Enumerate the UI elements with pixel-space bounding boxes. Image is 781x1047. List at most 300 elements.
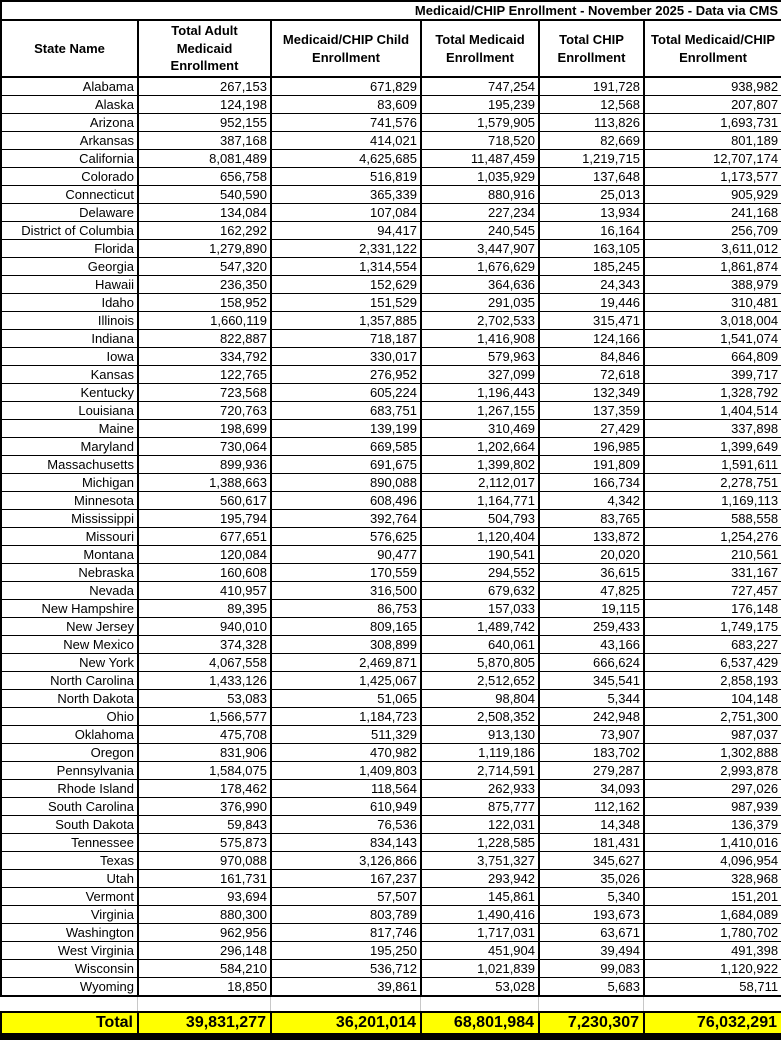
value-cell: 365,339 <box>271 186 421 204</box>
table-row <box>1 294 781 312</box>
value-cell: 1,693,731 <box>644 114 781 132</box>
state-cell: Montana <box>1 546 138 564</box>
table-row <box>1 636 781 654</box>
value-cell: 316,500 <box>271 582 421 600</box>
value-cell: 1,591,611 <box>644 456 781 474</box>
value-cell: 747,254 <box>421 77 539 96</box>
value-cell: 880,916 <box>421 186 539 204</box>
value-cell: 1,399,802 <box>421 456 539 474</box>
value-cell: 2,993,878 <box>644 762 781 780</box>
state-cell: North Carolina <box>1 672 138 690</box>
bottom-border-bar <box>0 1035 781 1040</box>
value-cell: 124,198 <box>138 96 271 114</box>
value-cell: 4,342 <box>539 492 644 510</box>
value-cell: 1,490,416 <box>421 906 539 924</box>
column-header-0: State Name <box>1 20 138 77</box>
state-cell: Wyoming <box>1 978 138 997</box>
value-cell: 63,671 <box>539 924 644 942</box>
value-cell: 20,020 <box>539 546 644 564</box>
value-cell: 938,982 <box>644 77 781 96</box>
table-row <box>1 438 781 456</box>
table-row <box>1 366 781 384</box>
state-cell: New Hampshire <box>1 600 138 618</box>
value-cell: 170,559 <box>271 564 421 582</box>
state-cell: Arkansas <box>1 132 138 150</box>
value-cell: 1,202,664 <box>421 438 539 456</box>
value-cell: 831,906 <box>138 744 271 762</box>
value-cell: 364,636 <box>421 276 539 294</box>
totals-value-cell: 68,801,984 <box>421 1012 539 1034</box>
value-cell: 1,425,067 <box>271 672 421 690</box>
value-cell: 294,552 <box>421 564 539 582</box>
value-cell: 1,410,016 <box>644 834 781 852</box>
value-cell: 107,084 <box>271 204 421 222</box>
value-cell: 196,985 <box>539 438 644 456</box>
totals-value-cell: 76,032,291 <box>644 1012 781 1034</box>
value-cell: 1,164,771 <box>421 492 539 510</box>
value-cell: 193,673 <box>539 906 644 924</box>
value-cell: 2,112,017 <box>421 474 539 492</box>
column-header-2: Medicaid/CHIP Child Enrollment <box>271 20 421 77</box>
table-row <box>1 240 781 258</box>
state-cell: South Carolina <box>1 798 138 816</box>
value-cell: 1,861,874 <box>644 258 781 276</box>
state-cell: California <box>1 150 138 168</box>
table-row <box>1 762 781 780</box>
value-cell: 58,711 <box>644 978 781 997</box>
value-cell: 1,780,702 <box>644 924 781 942</box>
value-cell: 86,753 <box>271 600 421 618</box>
table-row <box>1 420 781 438</box>
value-cell: 987,939 <box>644 798 781 816</box>
value-cell: 3,126,866 <box>271 852 421 870</box>
state-cell: Massachusetts <box>1 456 138 474</box>
value-cell: 315,471 <box>539 312 644 330</box>
table-row <box>1 204 781 222</box>
value-cell: 120,084 <box>138 546 271 564</box>
empty-cell <box>0 997 137 1011</box>
value-cell: 82,669 <box>539 132 644 150</box>
value-cell: 414,021 <box>271 132 421 150</box>
state-cell: Texas <box>1 852 138 870</box>
totals-table <box>0 1011 781 1035</box>
column-header-1: Total Adult Medicaid Enrollment <box>138 20 271 77</box>
value-cell: 683,227 <box>644 636 781 654</box>
value-cell: 741,576 <box>271 114 421 132</box>
value-cell: 579,963 <box>421 348 539 366</box>
state-cell: Mississippi <box>1 510 138 528</box>
value-cell: 1,196,443 <box>421 384 539 402</box>
value-cell: 516,819 <box>271 168 421 186</box>
value-cell: 331,167 <box>644 564 781 582</box>
value-cell: 132,349 <box>539 384 644 402</box>
table-row <box>1 780 781 798</box>
value-cell: 240,545 <box>421 222 539 240</box>
value-cell: 3,751,327 <box>421 852 539 870</box>
table-row <box>1 77 781 96</box>
value-cell: 195,250 <box>271 942 421 960</box>
empty-cell <box>643 997 781 1011</box>
state-cell: Nebraska <box>1 564 138 582</box>
value-cell: 5,683 <box>539 978 644 997</box>
value-cell: 1,267,155 <box>421 402 539 420</box>
value-cell: 3,611,012 <box>644 240 781 258</box>
state-cell: Delaware <box>1 204 138 222</box>
value-cell: 5,344 <box>539 690 644 708</box>
value-cell: 1,021,839 <box>421 960 539 978</box>
value-cell: 2,469,871 <box>271 654 421 672</box>
value-cell: 1,357,885 <box>271 312 421 330</box>
value-cell: 94,417 <box>271 222 421 240</box>
value-cell: 669,585 <box>271 438 421 456</box>
state-cell: Louisiana <box>1 402 138 420</box>
value-cell: 875,777 <box>421 798 539 816</box>
value-cell: 2,278,751 <box>644 474 781 492</box>
value-cell: 5,340 <box>539 888 644 906</box>
value-cell: 24,343 <box>539 276 644 294</box>
table-row <box>1 708 781 726</box>
value-cell: 4,067,558 <box>138 654 271 672</box>
table-row <box>1 618 781 636</box>
value-cell: 136,379 <box>644 816 781 834</box>
state-cell: Oregon <box>1 744 138 762</box>
value-cell: 1,279,890 <box>138 240 271 258</box>
value-cell: 76,536 <box>271 816 421 834</box>
totals-value-cell: 39,831,277 <box>138 1012 271 1034</box>
value-cell: 679,632 <box>421 582 539 600</box>
value-cell: 191,809 <box>539 456 644 474</box>
value-cell: 656,758 <box>138 168 271 186</box>
value-cell: 90,477 <box>271 546 421 564</box>
value-cell: 1,489,742 <box>421 618 539 636</box>
value-cell: 327,099 <box>421 366 539 384</box>
totals-value-cell: 36,201,014 <box>271 1012 421 1034</box>
value-cell: 163,105 <box>539 240 644 258</box>
table-row <box>1 906 781 924</box>
value-cell: 72,618 <box>539 366 644 384</box>
value-cell: 899,936 <box>138 456 271 474</box>
value-cell: 99,083 <box>539 960 644 978</box>
value-cell: 256,709 <box>644 222 781 240</box>
state-cell: Colorado <box>1 168 138 186</box>
value-cell: 328,968 <box>644 870 781 888</box>
value-cell: 8,081,489 <box>138 150 271 168</box>
value-cell: 134,084 <box>138 204 271 222</box>
value-cell: 345,541 <box>539 672 644 690</box>
value-cell: 3,018,004 <box>644 312 781 330</box>
state-cell: Pennsylvania <box>1 762 138 780</box>
table-title: Medicaid/CHIP Enrollment - November 2025 - Data via CMS <box>1 1 781 20</box>
value-cell: 11,487,459 <box>421 150 539 168</box>
value-cell: 18,850 <box>138 978 271 997</box>
value-cell: 588,558 <box>644 510 781 528</box>
table-row <box>1 276 781 294</box>
table-row <box>1 456 781 474</box>
table-row <box>1 222 781 240</box>
value-cell: 145,861 <box>421 888 539 906</box>
value-cell: 683,751 <box>271 402 421 420</box>
value-cell: 801,189 <box>644 132 781 150</box>
value-cell: 227,234 <box>421 204 539 222</box>
value-cell: 727,457 <box>644 582 781 600</box>
value-cell: 2,508,352 <box>421 708 539 726</box>
table-row <box>1 960 781 978</box>
state-cell: Alabama <box>1 77 138 96</box>
value-cell: 279,287 <box>539 762 644 780</box>
value-cell: 47,825 <box>539 582 644 600</box>
value-cell: 584,210 <box>138 960 271 978</box>
state-cell: North Dakota <box>1 690 138 708</box>
value-cell: 3,447,907 <box>421 240 539 258</box>
value-cell: 53,028 <box>421 978 539 997</box>
state-cell: Washington <box>1 924 138 942</box>
table-row <box>1 690 781 708</box>
state-cell: Arizona <box>1 114 138 132</box>
value-cell: 98,804 <box>421 690 539 708</box>
value-cell: 6,537,429 <box>644 654 781 672</box>
value-cell: 1,119,186 <box>421 744 539 762</box>
value-cell: 2,858,193 <box>644 672 781 690</box>
value-cell: 1,184,723 <box>271 708 421 726</box>
table-row <box>1 114 781 132</box>
header-row <box>1 20 781 77</box>
state-cell: Florida <box>1 240 138 258</box>
table-row <box>1 834 781 852</box>
value-cell: 12,568 <box>539 96 644 114</box>
value-cell: 310,481 <box>644 294 781 312</box>
value-cell: 53,083 <box>138 690 271 708</box>
value-cell: 112,162 <box>539 798 644 816</box>
empty-cell <box>420 997 538 1011</box>
value-cell: 89,395 <box>138 600 271 618</box>
value-cell: 1,584,075 <box>138 762 271 780</box>
state-cell: Missouri <box>1 528 138 546</box>
value-cell: 262,933 <box>421 780 539 798</box>
value-cell: 137,359 <box>539 402 644 420</box>
value-cell: 334,792 <box>138 348 271 366</box>
value-cell: 19,115 <box>539 600 644 618</box>
value-cell: 151,201 <box>644 888 781 906</box>
value-cell: 241,168 <box>644 204 781 222</box>
value-cell: 73,907 <box>539 726 644 744</box>
value-cell: 259,433 <box>539 618 644 636</box>
value-cell: 666,624 <box>539 654 644 672</box>
state-cell: Rhode Island <box>1 780 138 798</box>
table-row <box>1 852 781 870</box>
value-cell: 2,702,533 <box>421 312 539 330</box>
value-cell: 1,219,715 <box>539 150 644 168</box>
value-cell: 1,404,514 <box>644 402 781 420</box>
table-row <box>1 582 781 600</box>
value-cell: 113,826 <box>539 114 644 132</box>
value-cell: 122,765 <box>138 366 271 384</box>
value-cell: 1,717,031 <box>421 924 539 942</box>
value-cell: 880,300 <box>138 906 271 924</box>
value-cell: 475,708 <box>138 726 271 744</box>
value-cell: 104,148 <box>644 690 781 708</box>
state-cell: District of Columbia <box>1 222 138 240</box>
value-cell: 1,302,888 <box>644 744 781 762</box>
value-cell: 504,793 <box>421 510 539 528</box>
value-cell: 122,031 <box>421 816 539 834</box>
table-row <box>1 402 781 420</box>
state-cell: Georgia <box>1 258 138 276</box>
value-cell: 190,541 <box>421 546 539 564</box>
value-cell: 25,013 <box>539 186 644 204</box>
table-row <box>1 132 781 150</box>
value-cell: 39,861 <box>271 978 421 997</box>
value-cell: 387,168 <box>138 132 271 150</box>
value-cell: 1,541,074 <box>644 330 781 348</box>
value-cell: 84,846 <box>539 348 644 366</box>
totals-value-cell: 7,230,307 <box>539 1012 644 1034</box>
state-cell: Illinois <box>1 312 138 330</box>
value-cell: 809,165 <box>271 618 421 636</box>
state-cell: Ohio <box>1 708 138 726</box>
table-head <box>1 1 781 77</box>
column-header-5: Total Medicaid/CHIP Enrollment <box>644 20 781 77</box>
table-row <box>1 942 781 960</box>
value-cell: 16,164 <box>539 222 644 240</box>
value-cell: 671,829 <box>271 77 421 96</box>
value-cell: 133,872 <box>539 528 644 546</box>
value-cell: 185,245 <box>539 258 644 276</box>
value-cell: 940,010 <box>138 618 271 636</box>
value-cell: 1,035,929 <box>421 168 539 186</box>
value-cell: 1,749,175 <box>644 618 781 636</box>
value-cell: 560,617 <box>138 492 271 510</box>
state-cell: Vermont <box>1 888 138 906</box>
value-cell: 1,399,649 <box>644 438 781 456</box>
value-cell: 198,699 <box>138 420 271 438</box>
value-cell: 178,462 <box>138 780 271 798</box>
table-body <box>1 77 781 996</box>
state-cell: Michigan <box>1 474 138 492</box>
value-cell: 970,088 <box>138 852 271 870</box>
value-cell: 890,088 <box>271 474 421 492</box>
table-row <box>1 186 781 204</box>
value-cell: 374,328 <box>138 636 271 654</box>
state-cell: New Mexico <box>1 636 138 654</box>
value-cell: 158,952 <box>138 294 271 312</box>
value-cell: 195,239 <box>421 96 539 114</box>
value-cell: 1,660,119 <box>138 312 271 330</box>
empty-row <box>0 997 781 1011</box>
value-cell: 93,694 <box>138 888 271 906</box>
value-cell: 1,684,089 <box>644 906 781 924</box>
state-cell: New Jersey <box>1 618 138 636</box>
value-cell: 451,904 <box>421 942 539 960</box>
value-cell: 14,348 <box>539 816 644 834</box>
value-cell: 677,651 <box>138 528 271 546</box>
table-row <box>1 546 781 564</box>
value-cell: 987,037 <box>644 726 781 744</box>
value-cell: 1,416,908 <box>421 330 539 348</box>
value-cell: 34,093 <box>539 780 644 798</box>
value-cell: 162,292 <box>138 222 271 240</box>
value-cell: 2,512,652 <box>421 672 539 690</box>
value-cell: 962,956 <box>138 924 271 942</box>
value-cell: 183,702 <box>539 744 644 762</box>
table-row <box>1 924 781 942</box>
value-cell: 803,789 <box>271 906 421 924</box>
value-cell: 19,446 <box>539 294 644 312</box>
column-header-3: Total Medicaid Enrollment <box>421 20 539 77</box>
value-cell: 718,187 <box>271 330 421 348</box>
value-cell: 35,026 <box>539 870 644 888</box>
value-cell: 608,496 <box>271 492 421 510</box>
value-cell: 640,061 <box>421 636 539 654</box>
table-row <box>1 978 781 997</box>
table-row <box>1 348 781 366</box>
value-cell: 152,629 <box>271 276 421 294</box>
empty-cell <box>538 997 643 1011</box>
table-row <box>1 600 781 618</box>
gap-strip <box>0 997 781 1011</box>
value-cell: 1,328,792 <box>644 384 781 402</box>
value-cell: 345,627 <box>539 852 644 870</box>
value-cell: 293,942 <box>421 870 539 888</box>
value-cell: 1,579,905 <box>421 114 539 132</box>
state-cell: Utah <box>1 870 138 888</box>
value-cell: 43,166 <box>539 636 644 654</box>
title-row <box>1 1 781 20</box>
value-cell: 161,731 <box>138 870 271 888</box>
value-cell: 291,035 <box>421 294 539 312</box>
value-cell: 718,520 <box>421 132 539 150</box>
value-cell: 547,320 <box>138 258 271 276</box>
value-cell: 83,609 <box>271 96 421 114</box>
value-cell: 57,507 <box>271 888 421 906</box>
value-cell: 2,331,122 <box>271 240 421 258</box>
value-cell: 399,717 <box>644 366 781 384</box>
value-cell: 1,173,577 <box>644 168 781 186</box>
table-row <box>1 492 781 510</box>
state-cell: Minnesota <box>1 492 138 510</box>
value-cell: 166,734 <box>539 474 644 492</box>
value-cell: 1,433,126 <box>138 672 271 690</box>
value-cell: 181,431 <box>539 834 644 852</box>
table-row <box>1 96 781 114</box>
value-cell: 1,314,554 <box>271 258 421 276</box>
value-cell: 160,608 <box>138 564 271 582</box>
value-cell: 913,130 <box>421 726 539 744</box>
state-cell: Kentucky <box>1 384 138 402</box>
state-cell: Alaska <box>1 96 138 114</box>
value-cell: 576,625 <box>271 528 421 546</box>
value-cell: 83,765 <box>539 510 644 528</box>
value-cell: 12,707,174 <box>644 150 781 168</box>
value-cell: 410,957 <box>138 582 271 600</box>
value-cell: 376,990 <box>138 798 271 816</box>
value-cell: 1,254,276 <box>644 528 781 546</box>
value-cell: 5,870,805 <box>421 654 539 672</box>
value-cell: 124,166 <box>539 330 644 348</box>
table-row <box>1 726 781 744</box>
value-cell: 720,763 <box>138 402 271 420</box>
value-cell: 1,120,922 <box>644 960 781 978</box>
value-cell: 59,843 <box>138 816 271 834</box>
value-cell: 207,807 <box>644 96 781 114</box>
value-cell: 296,148 <box>138 942 271 960</box>
value-cell: 834,143 <box>271 834 421 852</box>
value-cell: 536,712 <box>271 960 421 978</box>
state-cell: Idaho <box>1 294 138 312</box>
value-cell: 139,199 <box>271 420 421 438</box>
value-cell: 730,064 <box>138 438 271 456</box>
table-row <box>1 870 781 888</box>
value-cell: 4,096,954 <box>644 852 781 870</box>
